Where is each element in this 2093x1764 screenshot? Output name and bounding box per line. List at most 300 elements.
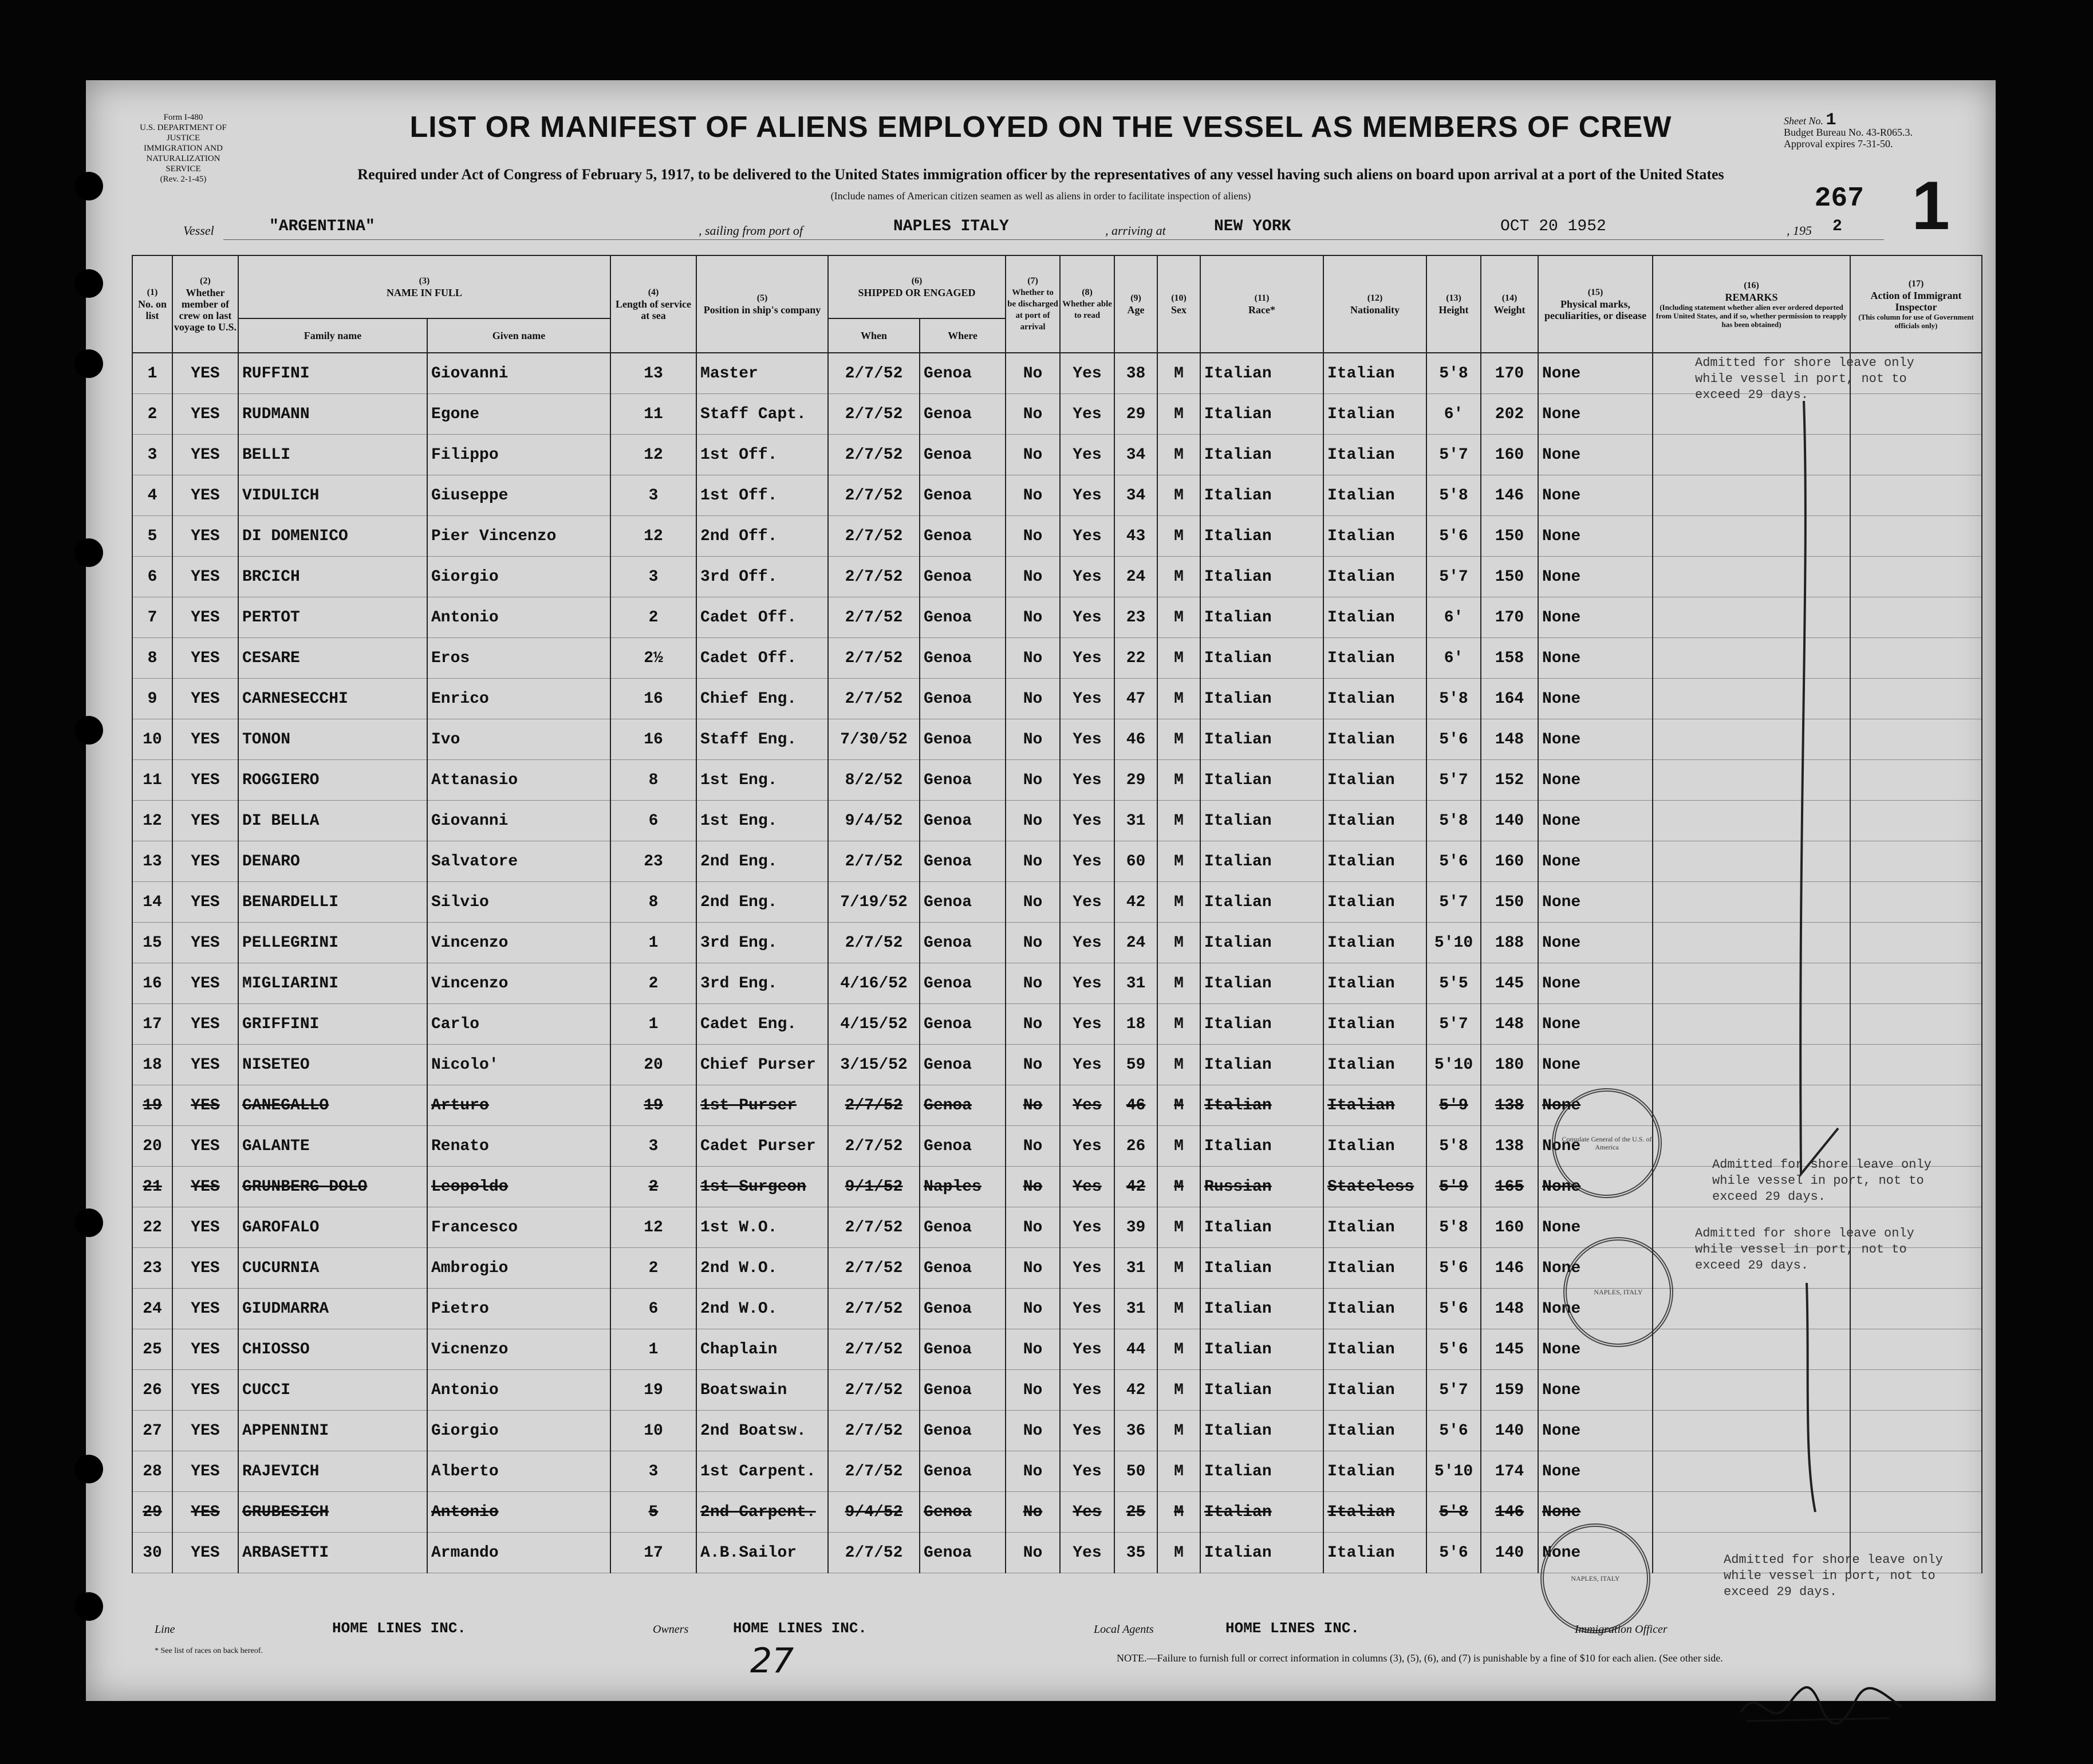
race-footnote: * See list of races on back hereof.	[155, 1647, 263, 1655]
shipped-when: 9/4/52	[828, 801, 920, 841]
weight: 148	[1481, 719, 1538, 760]
binder-hole	[74, 269, 103, 298]
table-row	[132, 1329, 1982, 1370]
discharged: No	[1006, 841, 1060, 882]
table-row	[132, 516, 1982, 557]
family-name: VIDULICH	[238, 475, 427, 516]
discharged: No	[1006, 1248, 1060, 1289]
table-row	[132, 923, 1982, 963]
given-name: Eros	[427, 638, 610, 679]
physical-marks: None	[1538, 1370, 1653, 1411]
col-name-header: (3) NAME IN FULL	[238, 255, 610, 318]
family-name: BRCICH	[238, 557, 427, 597]
officer-label: Immigration Officer	[1575, 1623, 1668, 1636]
consulate-stamp-1: Consulate General of the U.S. of America	[1552, 1088, 1662, 1198]
position: 2nd Eng.	[696, 882, 828, 923]
race: Italian	[1200, 882, 1323, 923]
physical-marks: None	[1538, 475, 1653, 516]
shipped-when: 7/30/52	[828, 719, 920, 760]
shipped-where: Genoa	[920, 760, 1006, 801]
consulate-stamp-3: NAPLES, ITALY	[1540, 1523, 1650, 1633]
service-length: 12	[610, 516, 696, 557]
given-name: Salvatore	[427, 841, 610, 882]
weight: 148	[1481, 1289, 1538, 1329]
given-name: Enrico	[427, 679, 610, 719]
height: 5'10	[1426, 1451, 1481, 1492]
remark-shore-leave-2: Admitted for shore leave only while vessel in port, not to exceed 29 days.	[1712, 1157, 1932, 1204]
position: Chief Eng.	[696, 679, 828, 719]
sex: M	[1157, 638, 1200, 679]
crew-rows	[132, 353, 1982, 1573]
given-name: Francesco	[427, 1207, 610, 1248]
col-given-name-header: Given name	[427, 318, 610, 353]
age: 44	[1114, 1329, 1157, 1370]
family-name: DENARO	[238, 841, 427, 882]
nationality: Italian	[1323, 760, 1426, 801]
weight: 180	[1481, 1045, 1538, 1085]
able-to-read: Yes	[1060, 435, 1114, 475]
shipped-where: Genoa	[920, 801, 1006, 841]
last-voyage: YES	[172, 679, 238, 719]
able-to-read: Yes	[1060, 1248, 1114, 1289]
physical-marks: None	[1538, 1533, 1653, 1573]
given-name: Giovanni	[427, 353, 610, 394]
given-name: Giuseppe	[427, 475, 610, 516]
sex: M	[1157, 475, 1200, 516]
discharged: No	[1006, 679, 1060, 719]
weight: 158	[1481, 638, 1538, 679]
vessel-label: Vessel	[183, 223, 214, 238]
given-name: Antonio	[427, 1370, 610, 1411]
inspector-action-cell	[1850, 679, 1982, 719]
shipped-when: 2/7/52	[828, 1451, 920, 1492]
penalty-note: NOTE.—Failure to furnish full or correct information in columns (3), (5), (6), and (7) is punishable by a fine of $10 for each alien. (See other side.	[1117, 1652, 1723, 1664]
family-name: GIUDMARRA	[238, 1289, 427, 1329]
nationality: Italian	[1323, 353, 1426, 394]
family-name: MIGLIARINI	[238, 963, 427, 1004]
physical-marks: None	[1538, 760, 1653, 801]
race: Italian	[1200, 638, 1323, 679]
row-number: 26	[132, 1370, 172, 1411]
shipped-when: 2/7/52	[828, 435, 920, 475]
height: 5'6	[1426, 516, 1481, 557]
given-name: Filippo	[427, 435, 610, 475]
last-voyage: YES	[172, 963, 238, 1004]
race: Italian	[1200, 801, 1323, 841]
last-voyage: YES	[172, 1533, 238, 1573]
able-to-read: Yes	[1060, 1085, 1114, 1126]
family-name: GALANTE	[238, 1126, 427, 1167]
weight: 148	[1481, 1004, 1538, 1045]
col-race-header: (11) Race*	[1200, 255, 1323, 353]
last-voyage: YES	[172, 1411, 238, 1451]
physical-marks: None	[1538, 882, 1653, 923]
given-name: Carlo	[427, 1004, 610, 1045]
col-age-header: (9) Age	[1114, 255, 1157, 353]
family-name: CESARE	[238, 638, 427, 679]
row-number: 27	[132, 1411, 172, 1451]
last-voyage: YES	[172, 638, 238, 679]
shipped-when: 2/7/52	[828, 475, 920, 516]
weight: 145	[1481, 963, 1538, 1004]
shipped-where: Genoa	[920, 638, 1006, 679]
shipped-where: Genoa	[920, 394, 1006, 435]
inspector-action-cell	[1850, 841, 1982, 882]
shipped-when: 2/7/52	[828, 394, 920, 435]
height: 5'7	[1426, 557, 1481, 597]
able-to-read: Yes	[1060, 597, 1114, 638]
sheet-label: Sheet No.	[1784, 115, 1823, 127]
nationality: Italian	[1323, 1085, 1426, 1126]
position: Cadet Off.	[696, 638, 828, 679]
family-name: RAJEVICH	[238, 1451, 427, 1492]
discharged: No	[1006, 1492, 1060, 1533]
height: 5'7	[1426, 435, 1481, 475]
given-name: Antonio	[427, 597, 610, 638]
height: 6'	[1426, 638, 1481, 679]
shipped-where: Genoa	[920, 1411, 1006, 1451]
sex: M	[1157, 597, 1200, 638]
shipped-when: 2/7/52	[828, 679, 920, 719]
race: Italian	[1200, 679, 1323, 719]
nationality: Stateless	[1323, 1167, 1426, 1207]
col-action-header: (17) Action of Immigrant Inspector (This column for use of Government officials only)	[1850, 255, 1982, 353]
race: Italian	[1200, 1207, 1323, 1248]
shipped-where: Genoa	[920, 353, 1006, 394]
discharged: No	[1006, 597, 1060, 638]
age: 43	[1114, 516, 1157, 557]
nationality: Italian	[1323, 1370, 1426, 1411]
able-to-read: Yes	[1060, 1370, 1114, 1411]
age: 46	[1114, 719, 1157, 760]
shipped-where: Genoa	[920, 1492, 1006, 1533]
service-length: 2	[610, 963, 696, 1004]
shipped-when: 2/7/52	[828, 1370, 920, 1411]
last-voyage: YES	[172, 1289, 238, 1329]
service-length: 6	[610, 801, 696, 841]
position: 1st Off.	[696, 475, 828, 516]
discharged: No	[1006, 1451, 1060, 1492]
discharged: No	[1006, 760, 1060, 801]
physical-marks: None	[1538, 1207, 1653, 1248]
race: Italian	[1200, 841, 1323, 882]
given-name: Alberto	[427, 1451, 610, 1492]
family-name: GAROFALO	[238, 1207, 427, 1248]
shipped-when: 4/15/52	[828, 1004, 920, 1045]
shipped-where: Genoa	[920, 923, 1006, 963]
table-row	[132, 1533, 1982, 1573]
sex: M	[1157, 923, 1200, 963]
table-row	[132, 1045, 1982, 1085]
weight: 150	[1481, 882, 1538, 923]
position: 3rd Off.	[696, 557, 828, 597]
nationality: Italian	[1323, 435, 1426, 475]
nationality: Italian	[1323, 475, 1426, 516]
race: Italian	[1200, 1451, 1323, 1492]
nationality: Italian	[1323, 557, 1426, 597]
service-length: 23	[610, 841, 696, 882]
position: 1st Surgeon	[696, 1167, 828, 1207]
position: Staff Capt.	[696, 394, 828, 435]
weight: 165	[1481, 1167, 1538, 1207]
sex: M	[1157, 435, 1200, 475]
table-row	[132, 1167, 1982, 1207]
nationality: Italian	[1323, 1329, 1426, 1370]
weight: 159	[1481, 1370, 1538, 1411]
height: 5'7	[1426, 760, 1481, 801]
officer-signature	[1735, 1672, 1907, 1735]
col-discharged-header: (7) Whether to be discharged at port of arrival	[1006, 255, 1060, 353]
able-to-read: Yes	[1060, 760, 1114, 801]
age: 31	[1114, 963, 1157, 1004]
binder-hole	[74, 172, 103, 200]
able-to-read: Yes	[1060, 1126, 1114, 1167]
col-service-header: (4) Length of service at sea	[610, 255, 696, 353]
year-digit: 2	[1832, 218, 1842, 235]
table-row	[132, 882, 1982, 923]
line-value: HOME LINES INC.	[332, 1620, 467, 1637]
inspector-action-cell	[1850, 1004, 1982, 1045]
able-to-read: Yes	[1060, 394, 1114, 435]
age: 47	[1114, 679, 1157, 719]
last-voyage: YES	[172, 1085, 238, 1126]
row-number: 20	[132, 1126, 172, 1167]
family-name: GRIFFINI	[238, 1004, 427, 1045]
height: 5'6	[1426, 841, 1481, 882]
inspector-action-cell	[1850, 1329, 1982, 1370]
given-name: Armando	[427, 1533, 610, 1573]
inspector-action-cell	[1850, 1411, 1982, 1451]
physical-marks: None	[1538, 557, 1653, 597]
discharged: No	[1006, 394, 1060, 435]
discharged: No	[1006, 923, 1060, 963]
col-family-name-header: Family name	[238, 318, 427, 353]
last-voyage: YES	[172, 760, 238, 801]
row-number: 22	[132, 1207, 172, 1248]
able-to-read: Yes	[1060, 1004, 1114, 1045]
position: 1st Off.	[696, 435, 828, 475]
service-length: 1	[610, 923, 696, 963]
last-voyage: YES	[172, 353, 238, 394]
last-voyage: YES	[172, 1492, 238, 1533]
table-row	[132, 841, 1982, 882]
position: 2nd W.O.	[696, 1248, 828, 1289]
physical-marks: None	[1538, 1045, 1653, 1085]
physical-marks: None	[1538, 353, 1653, 394]
able-to-read: Yes	[1060, 923, 1114, 963]
manifest-sheet	[86, 80, 1996, 1701]
inspector-action-cell	[1850, 1451, 1982, 1492]
sex: M	[1157, 801, 1200, 841]
service-length: 8	[610, 882, 696, 923]
position: 3rd Eng.	[696, 923, 828, 963]
shipped-when: 9/4/52	[828, 1492, 920, 1533]
table-row	[132, 801, 1982, 841]
inspector-action-cell	[1850, 1085, 1982, 1126]
col-last-voyage-header: (2) Whether member of crew on last voyage to U.S.	[172, 255, 238, 353]
last-voyage: YES	[172, 1329, 238, 1370]
nationality: Italian	[1323, 719, 1426, 760]
binder-hole	[74, 1455, 103, 1483]
last-voyage: YES	[172, 475, 238, 516]
family-name: APPENNINI	[238, 1411, 427, 1451]
position: 2nd Off.	[696, 516, 828, 557]
family-name: CHIOSSO	[238, 1329, 427, 1370]
agents-value: HOME LINES INC.	[1225, 1620, 1360, 1637]
shipped-when: 2/7/52	[828, 516, 920, 557]
age: 34	[1114, 475, 1157, 516]
able-to-read: Yes	[1060, 679, 1114, 719]
height: 5'10	[1426, 923, 1481, 963]
service-length: 17	[610, 1533, 696, 1573]
weight: 160	[1481, 841, 1538, 882]
shipped-where: Genoa	[920, 516, 1006, 557]
physical-marks: None	[1538, 1167, 1653, 1207]
age: 60	[1114, 841, 1157, 882]
physical-marks: None	[1538, 597, 1653, 638]
race: Italian	[1200, 719, 1323, 760]
row-number: 5	[132, 516, 172, 557]
col-shipped-header: (6) SHIPPED OR ENGAGED	[828, 255, 1006, 318]
sailing-label: , sailing from port of	[699, 223, 803, 238]
race: Italian	[1200, 923, 1323, 963]
height: 5'7	[1426, 882, 1481, 923]
table-row	[132, 1004, 1982, 1045]
shipped-when: 2/7/52	[828, 1207, 920, 1248]
inspector-action-cell	[1850, 963, 1982, 1004]
position: A.B.Sailor	[696, 1533, 828, 1573]
shipped-when: 9/1/52	[828, 1167, 920, 1207]
position: Chief Purser	[696, 1045, 828, 1085]
able-to-read: Yes	[1060, 475, 1114, 516]
height: 5'8	[1426, 679, 1481, 719]
weight: 140	[1481, 1411, 1538, 1451]
age: 36	[1114, 1411, 1157, 1451]
family-name: CANEGALLO	[238, 1085, 427, 1126]
nationality: Italian	[1323, 1207, 1426, 1248]
given-name: Giorgio	[427, 1411, 610, 1451]
shipped-when: 7/19/52	[828, 882, 920, 923]
weight: 146	[1481, 1248, 1538, 1289]
binder-hole	[74, 1208, 103, 1237]
given-name: Ambrogio	[427, 1248, 610, 1289]
race: Italian	[1200, 435, 1323, 475]
physical-marks: None	[1538, 1248, 1653, 1289]
family-name: TONON	[238, 719, 427, 760]
race: Italian	[1200, 597, 1323, 638]
position: Chaplain	[696, 1329, 828, 1370]
height: 5'8	[1426, 1207, 1481, 1248]
height: 5'9	[1426, 1085, 1481, 1126]
discharged: No	[1006, 638, 1060, 679]
able-to-read: Yes	[1060, 801, 1114, 841]
given-name: Antonio	[427, 1492, 610, 1533]
row-number: 17	[132, 1004, 172, 1045]
weight: 140	[1481, 1533, 1538, 1573]
able-to-read: Yes	[1060, 1167, 1114, 1207]
position: 3rd Eng.	[696, 963, 828, 1004]
height: 6'	[1426, 394, 1481, 435]
age: 31	[1114, 1248, 1157, 1289]
inspector-action-cell	[1850, 557, 1982, 597]
age: 25	[1114, 1492, 1157, 1533]
age: 26	[1114, 1126, 1157, 1167]
service-length: 16	[610, 719, 696, 760]
sex: M	[1157, 1126, 1200, 1167]
weight: 138	[1481, 1085, 1538, 1126]
row-number: 3	[132, 435, 172, 475]
table-row	[132, 679, 1982, 719]
col-nationality-header: (12) Nationality	[1323, 255, 1426, 353]
shipped-where: Naples	[920, 1167, 1006, 1207]
table-row	[132, 475, 1982, 516]
shipped-where: Genoa	[920, 1207, 1006, 1248]
family-name: BELLI	[238, 435, 427, 475]
race: Italian	[1200, 1085, 1323, 1126]
age: 42	[1114, 1370, 1157, 1411]
last-voyage: YES	[172, 1045, 238, 1085]
age: 39	[1114, 1207, 1157, 1248]
height: 5'7	[1426, 1004, 1481, 1045]
row-number: 10	[132, 719, 172, 760]
col-no-header: (1) No. on list	[132, 255, 172, 353]
sex: M	[1157, 1085, 1200, 1126]
physical-marks: None	[1538, 719, 1653, 760]
col-read-header: (8) Whether able to read	[1060, 255, 1114, 353]
service-length: 2½	[610, 638, 696, 679]
nationality: Italian	[1323, 1492, 1426, 1533]
last-voyage: YES	[172, 1207, 238, 1248]
col-marks-header: (15) Physical marks, peculiarities, or disease	[1538, 255, 1653, 353]
shipped-when: 2/7/52	[828, 1126, 920, 1167]
inspector-action-cell	[1850, 1492, 1982, 1533]
sailing-port: NAPLES ITALY	[893, 218, 1009, 235]
service-length: 3	[610, 1126, 696, 1167]
height: 6'	[1426, 597, 1481, 638]
given-name: Pietro	[427, 1289, 610, 1329]
nationality: Italian	[1323, 1411, 1426, 1451]
physical-marks: None	[1538, 516, 1653, 557]
shipped-where: Genoa	[920, 1451, 1006, 1492]
race: Italian	[1200, 1126, 1323, 1167]
weight: 138	[1481, 1126, 1538, 1167]
row-number: 7	[132, 597, 172, 638]
owners-value: HOME LINES INC.	[733, 1620, 868, 1637]
row-number: 2	[132, 394, 172, 435]
nationality: Italian	[1323, 1126, 1426, 1167]
shipped-where: Genoa	[920, 1085, 1006, 1126]
shipped-when: 3/15/52	[828, 1045, 920, 1085]
physical-marks: None	[1538, 1451, 1653, 1492]
table-row	[132, 1289, 1982, 1329]
physical-marks: None	[1538, 841, 1653, 882]
sex: M	[1157, 557, 1200, 597]
sex: M	[1157, 516, 1200, 557]
position: 1st Carpent.	[696, 1451, 828, 1492]
family-name: ARBASETTI	[238, 1533, 427, 1573]
inspector-action-cell	[1850, 1370, 1982, 1411]
sex: M	[1157, 1370, 1200, 1411]
sheet-number: 1	[1826, 111, 1836, 130]
weight: 150	[1481, 557, 1538, 597]
inspector-action-cell	[1850, 760, 1982, 801]
last-voyage: YES	[172, 923, 238, 963]
row-number: 15	[132, 923, 172, 963]
nationality: Italian	[1323, 679, 1426, 719]
given-name: Attanasio	[427, 760, 610, 801]
age: 24	[1114, 923, 1157, 963]
able-to-read: Yes	[1060, 1207, 1114, 1248]
